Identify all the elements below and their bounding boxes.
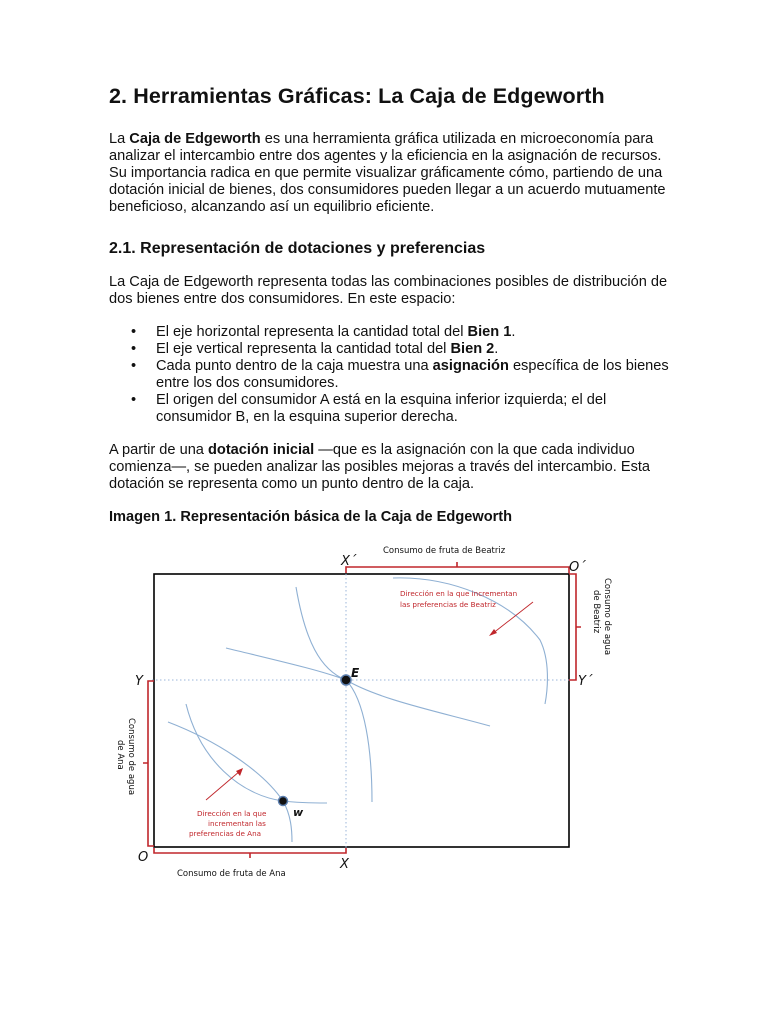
left-brace: [143, 681, 154, 846]
svg-text:Dirección en la que: Dirección en la que: [197, 809, 267, 818]
label-w: w: [293, 806, 304, 819]
svg-text:de Ana: de Ana: [115, 740, 125, 770]
endowment-bold-term: dotación inicial: [207, 442, 315, 458]
intro-bold-term: Caja de Edgeworth: [129, 131, 261, 147]
intro-text-end: es una herramienta gráfica utilizada en microeconomía para analizar el intercambio entre dos agentes y la eficiencia en la asignación de recursos. Su importancia radica en que permite visualizar gráficamente cómo, partiendo de una dotación inicial de bienes, dos consumidores pueden llegar a un acuerdo mutuamente beneficioso, alcanzando así un equilibrio eficiente.: [109, 131, 666, 215]
bottom-brace-label: Consumo de fruta de Ana: [177, 869, 286, 879]
label-y-prime: Y´: [578, 674, 593, 689]
label-x: X: [340, 857, 349, 872]
svg-text:Dirección en la que incrementa: Dirección en la que incrementan: [400, 589, 518, 598]
label-y: Y: [135, 674, 143, 689]
point-w: [279, 797, 288, 806]
svg-text:las preferencias de Beatriz: las preferencias de Beatriz: [400, 600, 496, 609]
label-x-prime: X´: [341, 554, 357, 569]
ana-indifference-curve-w: [186, 704, 327, 803]
list-item: • El origen del consumidor A está en la esquina inferior izquierda; el del consumidor B, en la esquina superior derecha.: [109, 392, 669, 426]
section-heading: 2.1. Representación de dotaciones y preferencias: [109, 240, 486, 257]
right-brace: [569, 574, 581, 680]
page-title: 2. Herramientas Gráficas: La Caja de Edgeworth: [109, 84, 605, 108]
figure-caption: Imagen 1. Representación básica de la Caja de Edgeworth: [109, 509, 513, 525]
label-o-prime: O´: [569, 560, 586, 575]
top-brace: [346, 562, 569, 573]
list-item: • Cada punto dentro de la caja muestra una asignación específica de los bienes entre los dos consumidores.: [109, 358, 669, 392]
svg-text:incrementan las: incrementan las: [208, 819, 266, 828]
svg-text:preferencias de Ana: preferencias de Ana: [189, 829, 262, 838]
label-o: O: [138, 850, 149, 865]
right-brace-label: [591, 578, 612, 655]
list-item: • El eje vertical representa la cantidad total del Bien 2.: [109, 341, 669, 358]
intro-text-start: La: [109, 131, 130, 147]
svg-text:de Beatriz: de Beatriz: [591, 590, 601, 634]
endowment-paragraph: A partir de una dotación inicial —que es la asignación con la que cada individuo comienza—, se pueden analizar las posibles mejoras a través del intercambio. Esta dotación se representa como un punto dentro de la caja.: [109, 442, 651, 492]
section-paragraph: La Caja de Edgeworth representa todas las combinaciones posibles de distribución de dos bienes entre dos consumidores. En este espacio:: [109, 274, 668, 307]
ana-direction-annotation: [189, 809, 267, 838]
beatriz-direction-annotation: [400, 589, 517, 609]
top-brace-label: Consumo de fruta de Beatriz: [383, 546, 506, 556]
ana-direction-arrow: [206, 771, 240, 800]
svg-text:Consumo de agua: Consumo de agua: [602, 578, 612, 656]
ana-arrowhead: [236, 768, 243, 776]
bottom-brace: [154, 848, 346, 858]
beatriz-direction-arrow: [492, 602, 533, 634]
list-item: • El eje horizontal representa la cantidad total del Bien 1.: [109, 324, 669, 341]
point-e: [341, 675, 351, 685]
beatriz-arrowhead: [489, 629, 497, 636]
svg-text:Consumo de agua: Consumo de agua: [126, 718, 136, 796]
label-e: E: [351, 666, 360, 680]
left-brace-label: [115, 718, 136, 795]
